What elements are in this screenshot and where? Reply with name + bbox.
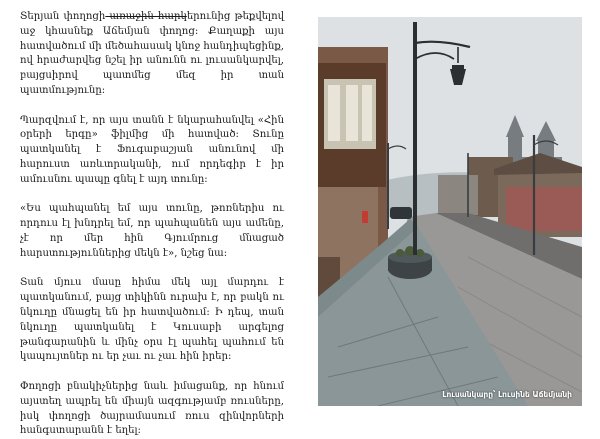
article-paragraph-4: Տան մյուս մասը հիմա մեկ այլ մարդու է պատկանում, բայց տիկինն ուրախ է, որ բակն ու նկուղը մնացել են իր հատվածում: Ի դեպ, տան նկուղը պատկանել է Կուսաբի արգելոց թանգարանին և մինչ օրս էլ պահել պահում են կապույտներ ու եր չաւ ու չաւ հին իրեր:: [20, 277, 284, 363]
article-text-column: [20, 10, 284, 439]
article-paragraph-3: «Ես պահպանել եմ այս տունը, թոռներիս ու որդուս էլ խնդրել եմ, որ պահպանեն այս ամենը, չէ որ մեր հին Գյումրուց մնացած հարստություններից մեկն է», նշեց նա:: [20, 203, 284, 259]
parked-car: [390, 207, 412, 219]
article-paragraph-2: Պարզվում է, որ այս տանն է նկարահանվել «Հին օրերի երգը» ֆիլմից մի հատված: Տունը պատկանել է Ֆուգաբաշյան անունով մի հարուստ առևտրականի, ում որդեգիր է իր ամուսնու պապը գնել է այդ տունը:: [20, 114, 284, 185]
street-photo: [318, 17, 582, 406]
photo-caption: Լուսանկարը՝ Լուսինե Աճեմյանի: [442, 390, 572, 399]
article-paragraph-1: Տերյան փողոցի առաջին հարկերունից թեքվելով աջ կհասնեք Աճեմյան փողոց: Քաղաքի այս հատվածում մի մեծահասակ կնոջ հանդիպեցինք, ով հրաժարվեց նշել իր անունն ու լուսանկարվել, բայցսիրով պատմեց մեզ իր տան պատմությունը:: [20, 11, 285, 96]
strikethrough-text: առաջին հարկ: [105, 11, 187, 22]
street-photo-illustration: [318, 17, 582, 406]
article-paragraph-5: Փողոցի բնակիչներից նաև իմացանք, որ հնում այստեղ ապրել են միայն ազգությամբ ռուսները, իսկ փողոցի ծայրամասում ռուս զինվորների հանգստարանն է եղել:: [20, 380, 284, 437]
street-sign: [362, 211, 368, 223]
